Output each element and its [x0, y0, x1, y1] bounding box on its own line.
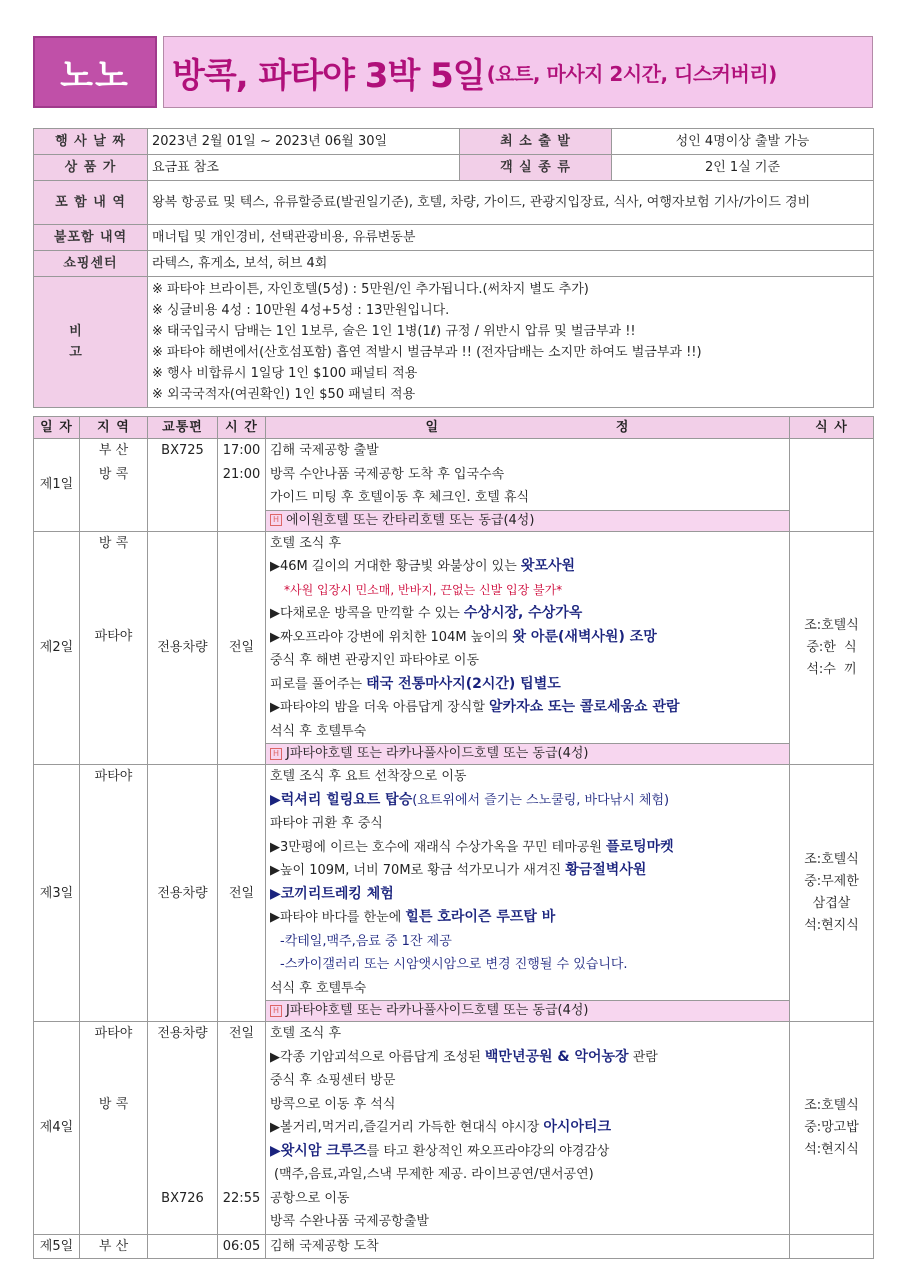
hotel-name: 에이원호텔 또는 칸타리호텔 또는 동급(4성)	[286, 512, 535, 528]
itinerary-line: ▶다채로운 방콕을 만끽할 수 있는 수상시장, 수상가옥	[270, 605, 583, 621]
itinerary-line: 석식 후 호텔투숙	[270, 723, 367, 739]
itinerary-line: 호텔 조식 후 요트 선착장으로 이동	[270, 769, 467, 784]
meals-cell	[790, 1234, 874, 1259]
itinerary-line: 방콕 수안나품 국제공항 도착 후 입국수속	[270, 466, 505, 482]
highlight-yacht: ▶럭셔리 힐링요트 탑승	[270, 791, 413, 808]
region-name: 방 콕	[98, 466, 129, 482]
hotel-name: J파타야호텔 또는 라카나풀사이드호텔 또는 동급(4성)	[286, 746, 589, 761]
highlight-cruise: ▶왓시암 크루즈	[270, 1142, 367, 1159]
region-name: 파타야	[94, 629, 133, 644]
region-name: 부 산	[98, 1238, 129, 1254]
day-label: 제2일	[34, 531, 80, 765]
transport-cell	[148, 1234, 218, 1259]
itinerary-line: ▶럭셔리 힐링요트 탑승(요트위에서 즐기는 스노쿨링, 바다낚시 체험)	[270, 791, 670, 808]
highlight-elephant-trekking: ▶코끼리트레킹 체험	[270, 885, 394, 902]
info-row-included	[34, 181, 874, 225]
time-cell	[218, 1022, 266, 1235]
transport-cell: 전용차량	[148, 765, 218, 1022]
min-departure-value: 성인 4명이상 출발 가능	[612, 129, 874, 155]
time-cell: 전일	[218, 765, 266, 1022]
transport-cell	[148, 1022, 218, 1235]
itinerary-line: 석식 후 호텔투숙	[270, 980, 367, 996]
info-row-shopping	[34, 251, 874, 277]
meal-lunch: 중:무제한	[804, 874, 859, 889]
note-item: ※ 싱글비용 4성 : 10만원 4성+5성 : 13만원입니다.	[152, 303, 450, 318]
notes-label: 비 고	[34, 277, 148, 408]
info-row-period	[34, 129, 874, 155]
itinerary-cell	[266, 1022, 790, 1235]
region-cell	[80, 439, 148, 532]
itinerary-line: ▶짜오프라야 강변에 위치한 104M 높이의 왓 아룬(새벽사원) 조망	[270, 628, 657, 645]
region-cell	[80, 765, 148, 1022]
time-value: 21:00	[222, 466, 261, 482]
itinerary-line: ▶46M 길이의 거대한 황금빛 와불상이 있는 왓포사원	[270, 558, 576, 574]
flight-number: BX726	[161, 1190, 204, 1206]
day-label: 제1일	[34, 439, 80, 532]
meal-breakfast: 조:호텔식	[804, 852, 859, 867]
col-header-meals: 식 사	[790, 417, 874, 439]
info-row-notes	[34, 277, 874, 408]
time-value: 전일	[228, 1026, 255, 1041]
period-label: 행 사 날 짜	[34, 129, 148, 155]
itinerary-cell	[266, 531, 790, 765]
day-label: 제5일	[34, 1234, 80, 1259]
meal-lunch: 중:망고밥	[804, 1119, 859, 1135]
time-cell	[218, 439, 266, 532]
hotel-icon: H	[270, 748, 282, 760]
itinerary-subline: -칵테일,맥주,음료 중 1잔 제공	[280, 933, 452, 949]
flight-number: BX725	[161, 443, 204, 458]
day-row-5	[34, 1234, 874, 1259]
room-type-label: 객 실 종 류	[460, 155, 612, 181]
itinerary-subline: -스카이갤러리 또는 시암앳시암으로 변경 진행될 수 있습니다.	[280, 957, 628, 972]
itinerary-line: 방콕으로 이동 후 석식	[270, 1096, 396, 1112]
itinerary-line: 김해 국제공항 출발	[270, 443, 379, 458]
time-cell: 전일	[218, 531, 266, 765]
itinerary-line: 호텔 조식 후	[270, 1026, 342, 1041]
price-value: 요금표 참조	[148, 155, 460, 181]
itinerary-line: ▶볼거리,먹거리,즐길거리 가득한 현대식 야시장 아시아티크	[270, 1119, 612, 1135]
highlight-floating-market: 수상시장, 수상가옥	[463, 605, 583, 621]
hotel-line	[266, 510, 789, 531]
itinerary-line: ▶파타야의 밤을 더욱 아름답게 장식할 알카자쇼 또는 콜로세움쇼 관람	[270, 699, 680, 715]
note-item: ※ 파타야 브라이튼, 자인호텔(5성) : 5만원/인 추가됩니다.(써차지 별도 추가)	[152, 282, 589, 297]
tour-title: 방콕, 파타야 3박 5일	[172, 55, 485, 96]
brand-logo: 노노	[33, 36, 157, 108]
note-item: ※ 파타야 해변에서(산호섬포함) 흡연 적발시 벌금부과 !! (전자담배는 소지만 하여도 벌금부과 !!)	[152, 345, 702, 360]
min-departure-label: 최 소 출 발	[460, 129, 612, 155]
itinerary-line: 김해 국제공항 도착	[270, 1238, 379, 1254]
included-value: 왕복 항공료 및 텍스, 유류할증료(발권일기준), 호텔, 차량, 가이드, 관광지입장료, 식사, 여행자보험 기사/가이드 경비	[148, 181, 874, 225]
highlight-show: 알카자쇼 또는 콜로세움쇼 관람	[489, 699, 680, 715]
itinerary-line: 파타야 귀환 후 중식	[270, 816, 383, 831]
itinerary-line: ▶3만평에 이르는 호수에 재래식 수상가옥을 꾸민 테마공원 플로팅마켓	[270, 838, 674, 855]
info-row-price	[34, 155, 874, 181]
col-header-itinerary: 일 정	[266, 417, 790, 439]
col-header-transport: 교통편	[148, 417, 218, 439]
schedule-table	[33, 416, 874, 1259]
highlight-floating-market-park: 플로팅마켓	[606, 838, 674, 855]
itinerary-line: 가이드 미팅 후 호텔이동 후 체크인. 호텔 휴식	[270, 490, 530, 505]
itinerary-line: 공항으로 이동	[270, 1190, 350, 1206]
title-box	[163, 36, 873, 108]
time-value: 17:00	[222, 443, 261, 458]
col-header-day: 일 자	[34, 417, 80, 439]
excluded-label: 불포함 내역	[34, 225, 148, 251]
info-row-excluded	[34, 225, 874, 251]
meal-breakfast: 조:호텔식	[804, 617, 859, 633]
highlight-wat-pho: 왓포사원	[520, 558, 576, 574]
region-cell	[80, 531, 148, 765]
period-value: 2023년 2월 01일 ~ 2023년 06월 30일	[148, 129, 460, 155]
itinerary-line: 방콕 수완나품 국제공항출발	[270, 1214, 429, 1229]
region-cell	[80, 1022, 148, 1235]
page-header	[33, 36, 873, 108]
region-name: 부 산	[98, 443, 129, 458]
dress-code-warning: *사원 입장시 민소매, 반바지, 끈없는 신발 입장 불가*	[284, 582, 563, 597]
price-label: 상 품 가	[34, 155, 148, 181]
hotel-line	[266, 743, 789, 764]
itinerary-cell	[266, 439, 790, 532]
transport-vehicle: 전용차량	[157, 1026, 208, 1041]
region-name: 방 콕	[98, 535, 129, 551]
highlight-rooftop-bar: 힐튼 호라이즌 루프탑 바	[405, 909, 556, 925]
region-name: 파타야	[94, 1026, 133, 1041]
itinerary-subline: (맥주,음료,과일,스낵 무제한 제공. 라이브공연/댄서공연)	[274, 1167, 594, 1182]
col-header-region: 지 역	[80, 417, 148, 439]
day-row-3	[34, 765, 874, 1022]
shopping-value: 라텍스, 휴게소, 보석, 허브 4회	[148, 251, 874, 277]
note-item: ※ 태국입국시 담배는 1인 1보루, 술은 1인 1병(1ℓ) 규정 / 위반시 압류 및 벌금부과 !!	[152, 324, 636, 339]
transport-cell	[148, 439, 218, 532]
hotel-icon: H	[270, 514, 282, 526]
highlight-massage: 태국 전통마사지(2시간) 팁별도	[366, 675, 561, 692]
time-value: 06:05	[222, 1238, 261, 1254]
included-label: 포 함 내 역	[34, 181, 148, 225]
hotel-name: J파타야호텔 또는 라카나풀사이드호텔 또는 동급(4성)	[286, 1003, 589, 1018]
itinerary-line: ▶왓시암 크루즈를 타고 환상적인 짜오프라야강의 야경감상	[270, 1142, 610, 1159]
schedule-header-row	[34, 417, 874, 439]
col-header-time: 시 간	[218, 417, 266, 439]
highlight-asiatique: 아시아티크	[543, 1119, 612, 1135]
hotel-line	[266, 1000, 789, 1021]
region-name: 파타야	[94, 769, 133, 784]
meals-cell	[790, 765, 874, 1022]
excluded-value: 매너팁 및 개인경비, 선택관광비용, 유류변동분	[148, 225, 874, 251]
transport-cell: 전용차량	[148, 531, 218, 765]
day-row-1	[34, 439, 874, 532]
itinerary-line: ▶높이 109M, 너비 70M로 황금 석가모니가 새겨진 황금절벽사원	[270, 862, 647, 878]
itinerary-line: 피로를 풀어주는 태국 전통마사지(2시간) 팁별도	[270, 675, 561, 692]
meals-cell	[790, 439, 874, 532]
tour-subtitle: (요트, 마사지 2시간, 디스커버리)	[486, 61, 777, 86]
meals-cell	[790, 1022, 874, 1235]
time-cell	[218, 1234, 266, 1259]
meal-breakfast: 조:호텔식	[804, 1097, 859, 1113]
info-table	[33, 128, 874, 408]
notes-list	[148, 277, 874, 408]
shopping-label: 쇼핑센터	[34, 251, 148, 277]
meal-lunch: 중:한 식	[806, 639, 857, 655]
itinerary-line: ▶파타야 바다를 한눈에 힐튼 호라이즌 루프탑 바	[270, 909, 556, 925]
itinerary-cell	[266, 765, 790, 1022]
highlight-golden-buddha: 황금절벽사원	[565, 862, 647, 878]
meal-dinner: 석:현지식	[804, 918, 859, 933]
day-label: 제4일	[34, 1022, 80, 1235]
hotel-icon: H	[270, 1005, 282, 1017]
itinerary-cell	[266, 1234, 790, 1259]
meal-lunch-detail: 삼겹살	[812, 896, 851, 911]
region-cell	[80, 1234, 148, 1259]
itinerary-line: 호텔 조식 후	[270, 535, 342, 551]
meals-cell	[790, 531, 874, 765]
highlight-million-year-park: 백만년공원 & 악어농장	[484, 1048, 629, 1065]
time-value: 22:55	[222, 1190, 261, 1206]
itinerary-line: 중식 후 쇼핑센터 방문	[270, 1073, 396, 1088]
meal-dinner: 석:현지식	[804, 1141, 859, 1157]
day-row-2	[34, 531, 874, 765]
room-type-value: 2인 1실 기준	[612, 155, 874, 181]
note-item: ※ 외국국적자(여권확인) 1인 $50 패널티 적용	[152, 387, 416, 402]
region-name: 방 콕	[98, 1096, 129, 1112]
note-item: ※ 행사 비합류시 1일당 1인 $100 패널티 적용	[152, 366, 418, 381]
itinerary-line: 중식 후 해변 관광지인 파타야로 이동	[270, 653, 480, 668]
highlight-wat-arun: 왓 아룬(새벽사원) 조망	[512, 628, 657, 645]
day-row-4	[34, 1022, 874, 1235]
day-label: 제3일	[34, 765, 80, 1022]
meal-dinner: 석:수 끼	[806, 661, 857, 677]
itinerary-line: ▶각종 기암괴석으로 아름답게 조성된 백만년공원 & 악어농장 관람	[270, 1048, 658, 1065]
